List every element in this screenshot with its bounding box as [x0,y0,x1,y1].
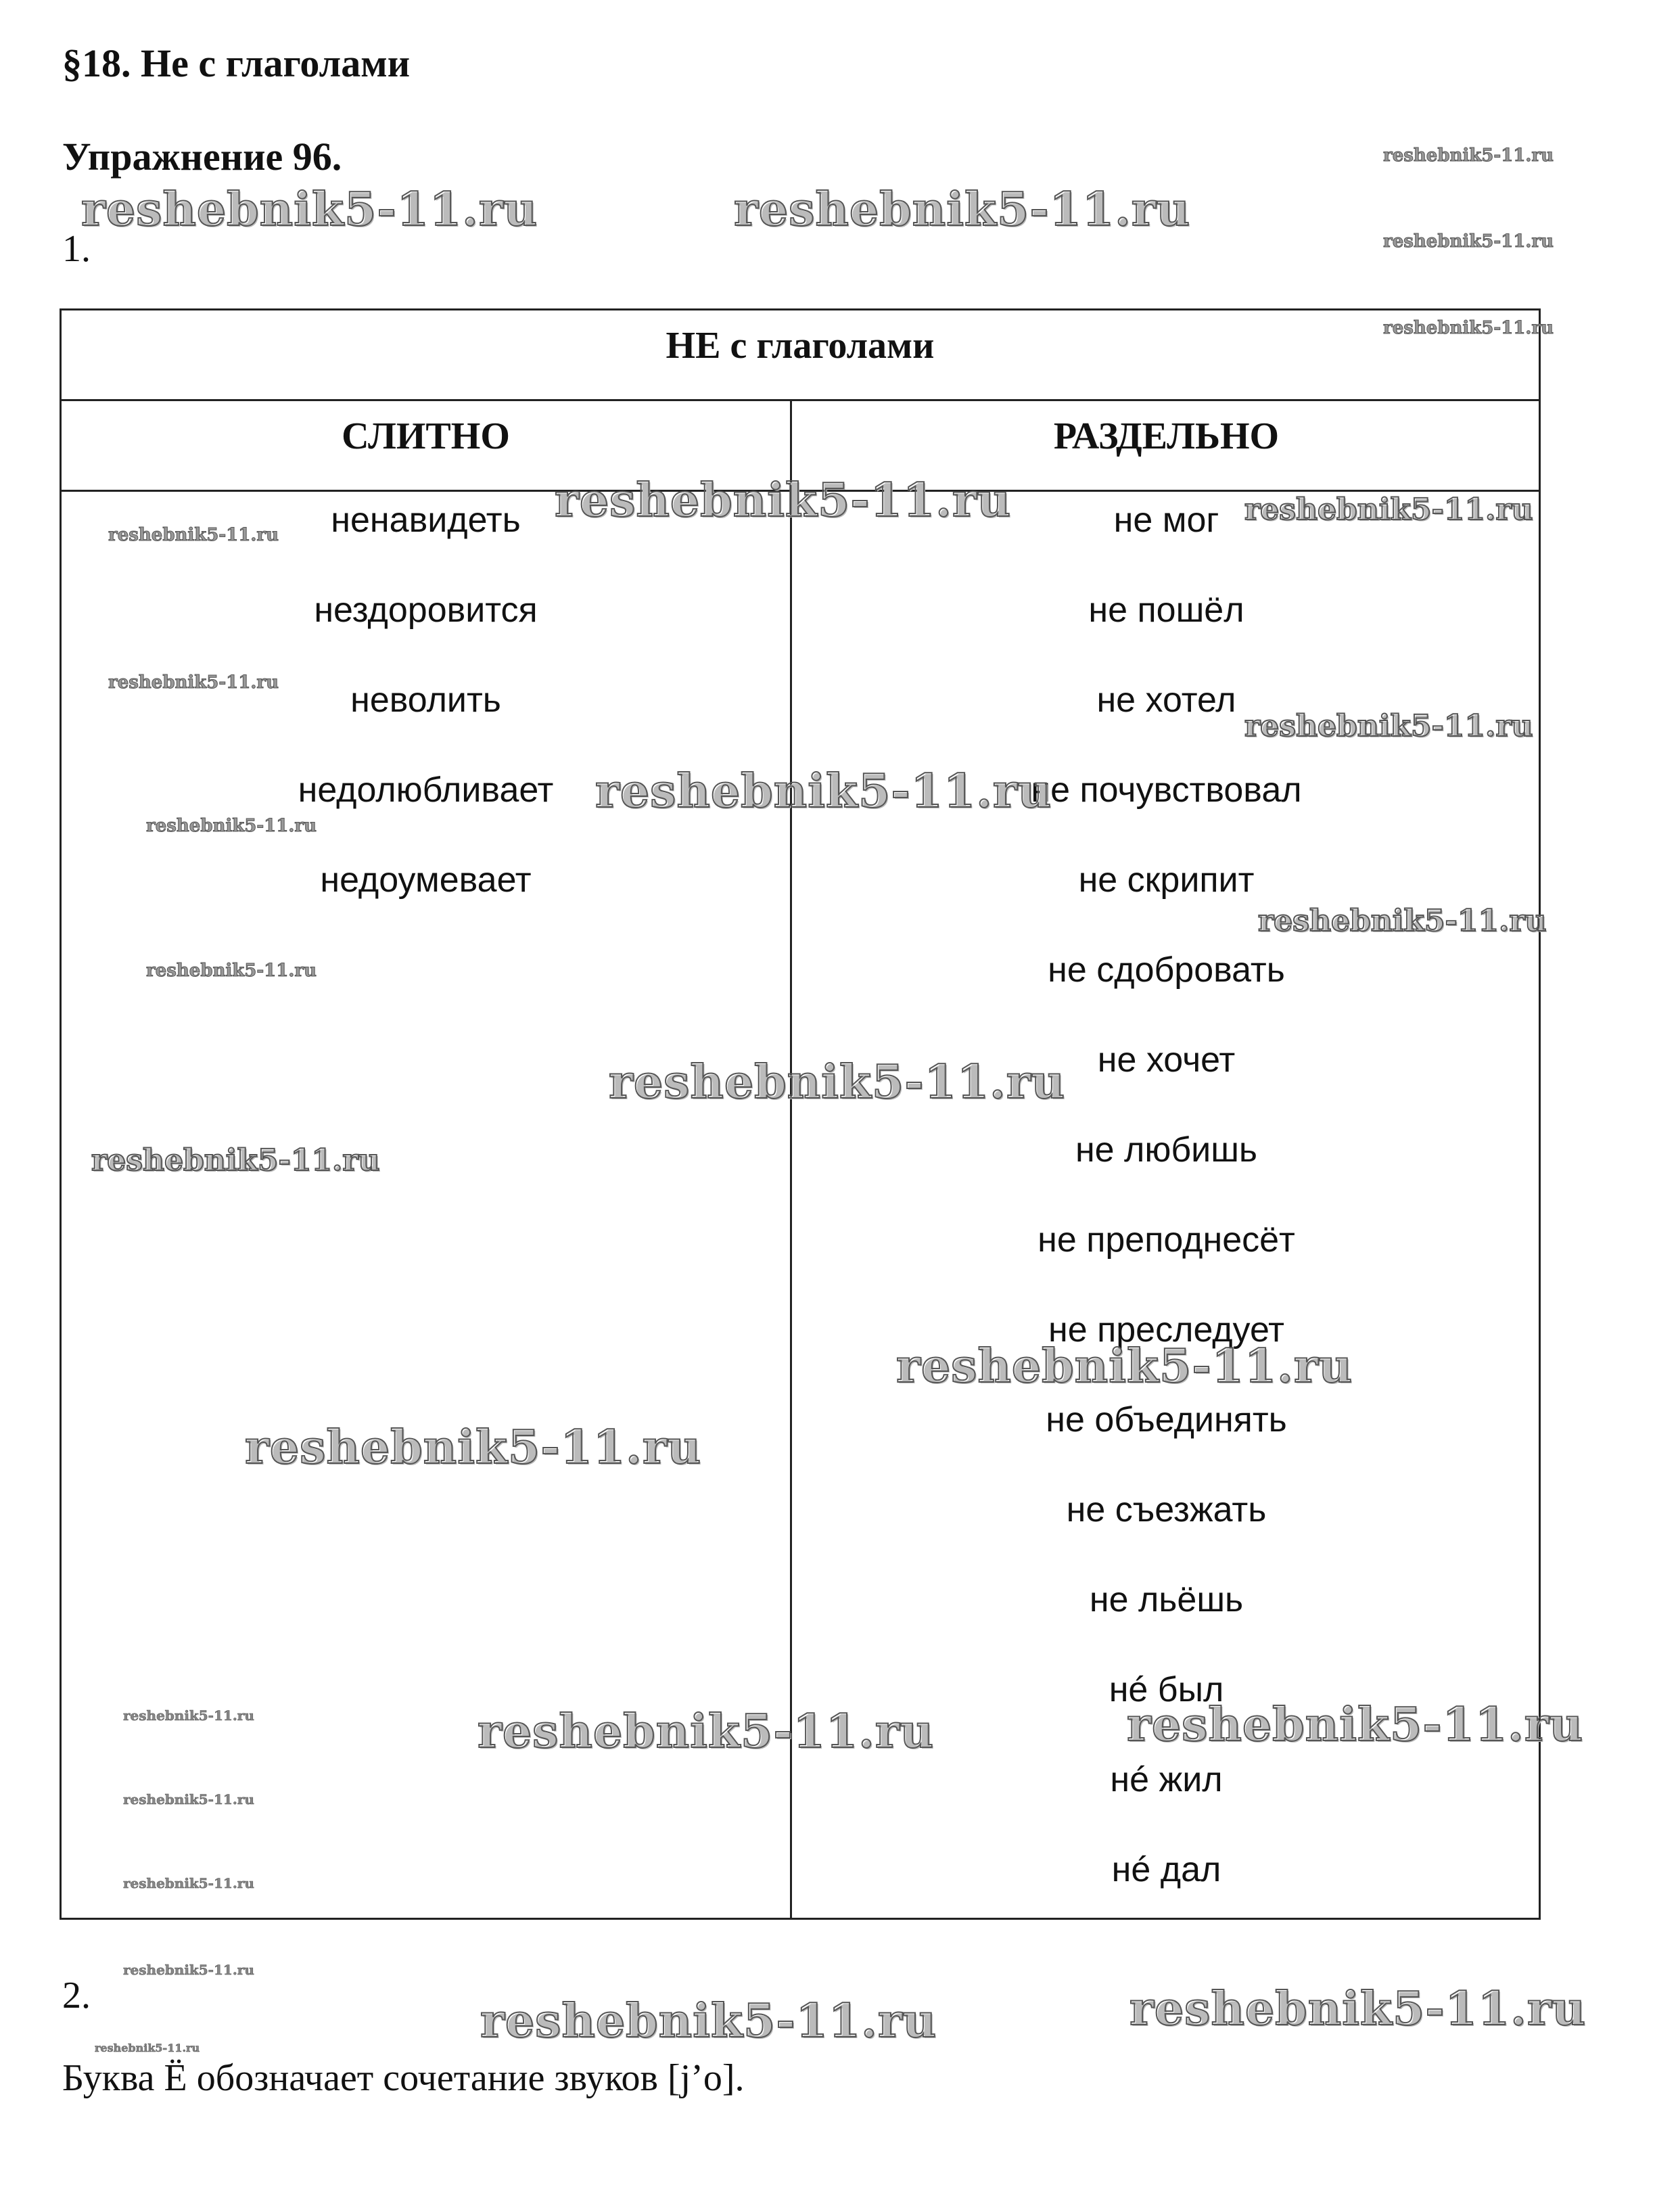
word-separate: не скрипит [1078,860,1255,900]
watermark: reshebnik5-11.ru [896,1339,1353,1393]
part-1-number: 1. [62,228,91,270]
watermark: reshebnik5-11.ru [146,816,317,836]
watermark: reshebnik5-11.ru [123,1875,254,1891]
watermark: reshebnik5-11.ru [123,1962,254,1978]
table-title-row [62,310,1539,401]
watermark: reshebnik5-11.ru [1383,231,1554,252]
answer-text: Буква Ё обозначает сочетание звуков [j’o]. [62,2057,745,2099]
watermark: reshebnik5-11.ru [123,1791,254,1807]
watermark: reshebnik5-11.ru [81,183,538,237]
word-separate: нé был [1109,1670,1224,1709]
watermark: reshebnik5-11.ru [1258,904,1547,938]
watermark: reshebnik5-11.ru [108,672,279,693]
section-title: §18. Не с глаголами [62,41,411,85]
watermark: reshebnik5-11.ru [1127,1698,1584,1752]
word-separate: не хочет [1097,1040,1236,1080]
watermark: reshebnik5-11.ru [245,1421,702,1475]
watermark: reshebnik5-11.ru [555,474,1012,528]
watermark: reshebnik5-11.ru [1129,1982,1587,2036]
watermark: reshebnik5-11.ru [95,2042,200,2054]
word-together: ненавидеть [331,501,521,540]
column-header-separate: РАЗДЕЛЬНО [1053,415,1280,457]
word-separate: не мог [1113,501,1219,540]
word-together: нездоровится [314,591,538,630]
word-separate: нé дал [1111,1850,1221,1889]
word-separate: не съезжать [1066,1490,1267,1529]
watermark: reshebnik5-11.ru [1383,145,1554,166]
word-separate: не хотел [1096,681,1236,720]
watermark: reshebnik5-11.ru [146,961,317,981]
table-title: НЕ с глаголами [666,325,935,367]
column-header-together: СЛИТНО [342,415,510,457]
watermark: reshebnik5-11.ru [1244,492,1533,527]
watermark: reshebnik5-11.ru [595,764,1052,819]
word-together: недолюбливает [298,770,554,810]
word-separate: нé жил [1110,1760,1223,1799]
word-separate: не объединять [1046,1400,1287,1439]
word-separate: не льёшь [1089,1580,1244,1619]
word-separate: не преподнесёт [1038,1220,1295,1260]
watermark: reshebnik5-11.ru [1383,318,1554,338]
word-together: неволить [350,681,501,720]
part-2-number: 2. [62,1975,91,2017]
word-separate: не преследует [1048,1310,1284,1350]
exercise-title: Упражнение 96. [62,135,342,179]
watermark: reshebnik5-11.ru [91,1143,380,1178]
word-separate: не любишь [1075,1130,1258,1170]
watermark: reshebnik5-11.ru [734,183,1191,237]
watermark: reshebnik5-11.ru [609,1055,1066,1109]
word-separate: не пошёл [1088,591,1244,630]
watermark: reshebnik5-11.ru [123,1707,254,1724]
watermark: reshebnik5-11.ru [108,525,279,545]
verbs-table [60,308,1541,1920]
watermark: reshebnik5-11.ru [480,1994,937,2048]
word-together: недоумевает [320,860,532,900]
watermark: reshebnik5-11.ru [1244,709,1533,743]
word-separate: не почувствовал [1031,770,1302,810]
watermark: reshebnik5-11.ru [477,1705,935,1759]
word-separate: не сдобровать [1048,950,1285,990]
